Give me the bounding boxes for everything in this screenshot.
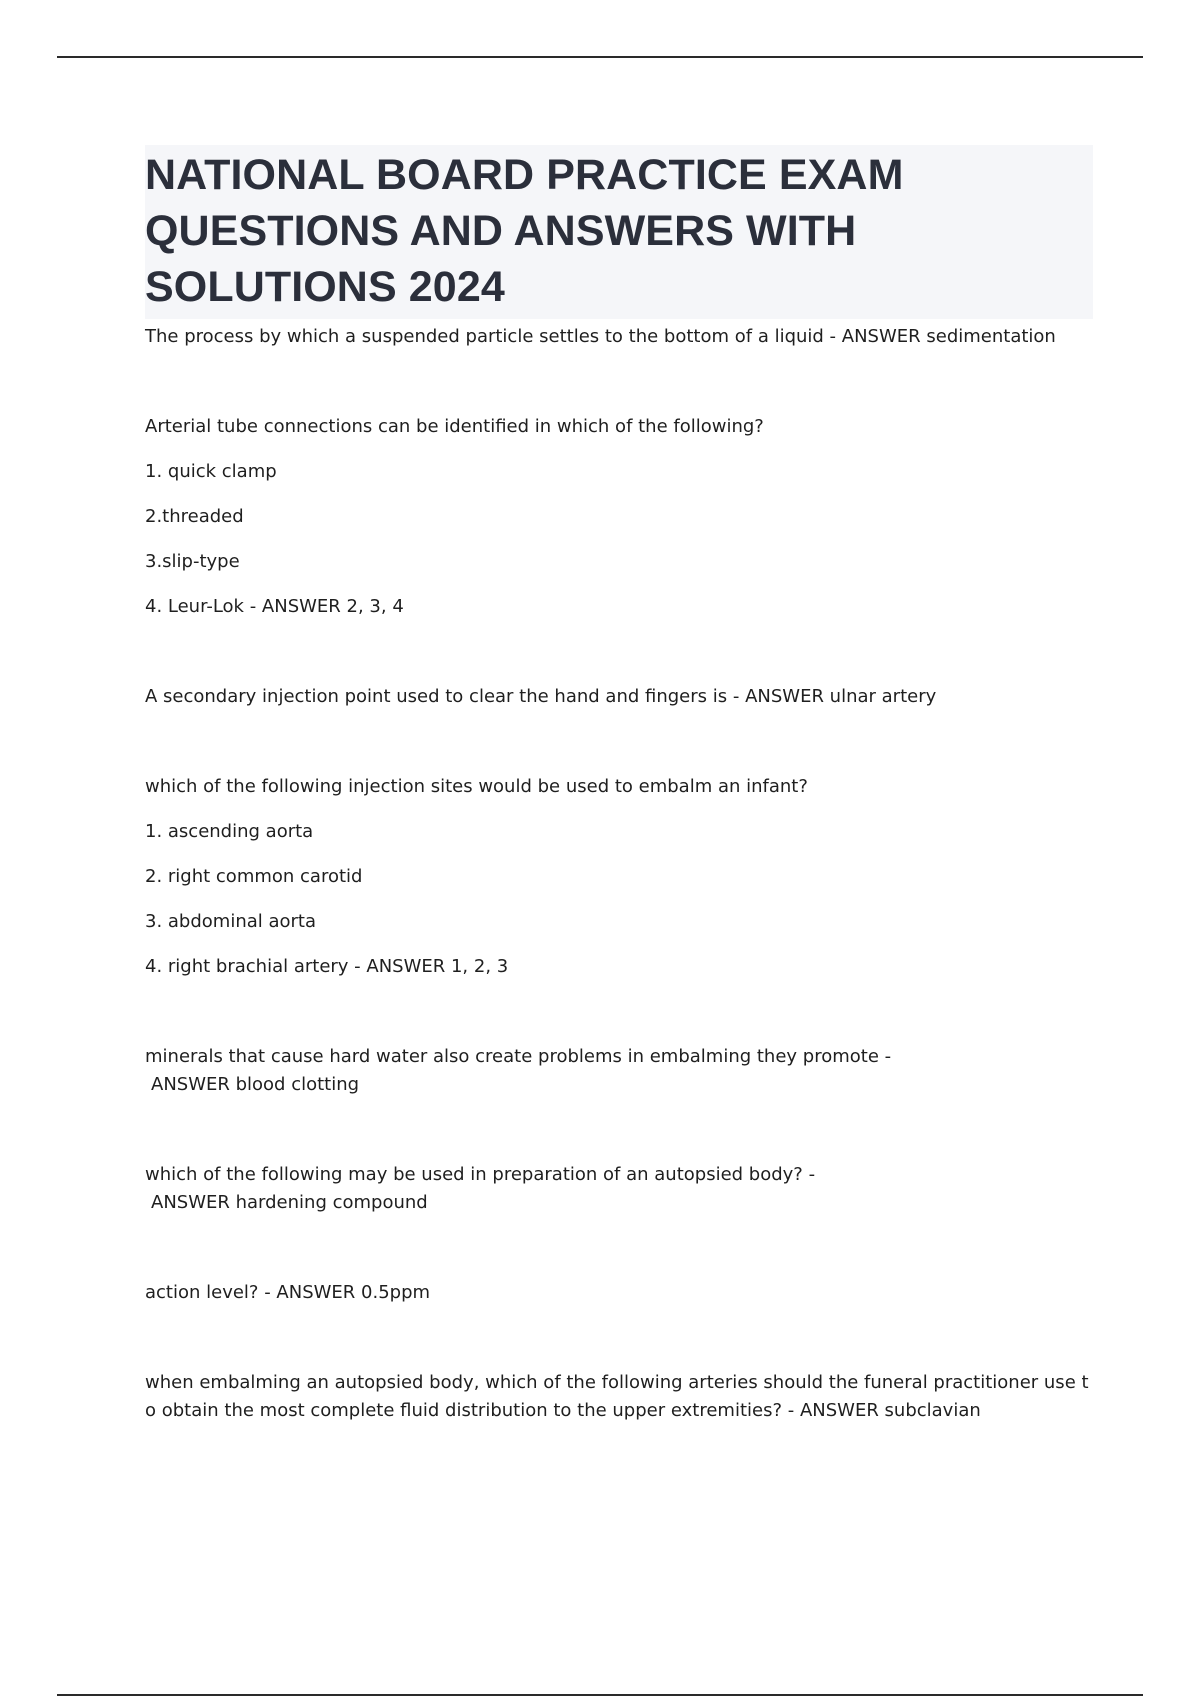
qa-question: Arterial tube connections can be identified in which of the following? [145,416,764,437]
title-block [145,145,1093,319]
qa-option: 1. quick clamp [145,461,277,482]
qa-line: The process by which a suspended particle settles to the bottom of a liquid - ANSWER sedimentation [145,326,1056,347]
document-body [145,145,1093,1487]
qa-line: minerals that cause hard water also create problems in embalming they promote - [145,1046,892,1067]
title-line: SOLUTIONS 2024 [145,263,505,311]
qa-answer: ANSWER hardening compound [151,1192,428,1213]
qa-answer: ANSWER blood clotting [151,1074,360,1095]
qa-list [145,323,1093,1425]
qa-line: action level? - ANSWER 0.5ppm [145,1282,431,1303]
qa-option: 4. Leur-Lok - ANSWER 2, 3, 4 [145,596,404,617]
qa-line: when embalming an autopsied body, which of the following arteries should the funeral practitioner use t [145,1372,1089,1393]
bottom-rule [57,1694,1143,1696]
qa-option: 4. right brachial artery - ANSWER 1, 2, 3 [145,956,509,977]
qa-line: A secondary injection point used to clear the hand and fingers is - ANSWER ulnar artery [145,686,937,707]
qa-item [145,1161,1093,1217]
qa-item [145,773,1093,981]
title-line: QUESTIONS AND ANSWERS WITH [145,207,857,255]
qa-item [145,323,1093,351]
qa-item [145,1043,1093,1099]
title-line: NATIONAL BOARD PRACTICE EXAM [145,151,904,199]
qa-question: which of the following injection sites would be used to embalm an infant? [145,776,808,797]
qa-item [145,1369,1093,1425]
qa-option: 2. right common carotid [145,866,363,887]
qa-line: o obtain the most complete fluid distribution to the upper extremities? - ANSWER subclavian [145,1400,981,1421]
qa-line: which of the following may be used in preparation of an autopsied body? - [145,1164,816,1185]
qa-item [145,683,1093,711]
qa-option: 1. ascending aorta [145,821,314,842]
qa-item [145,1279,1093,1307]
qa-option: 2.threaded [145,506,244,527]
qa-option: 3. abdominal aorta [145,911,317,932]
document-title [145,147,1087,315]
top-rule [57,56,1143,58]
qa-item [145,413,1093,621]
qa-option: 3.slip-type [145,551,240,572]
